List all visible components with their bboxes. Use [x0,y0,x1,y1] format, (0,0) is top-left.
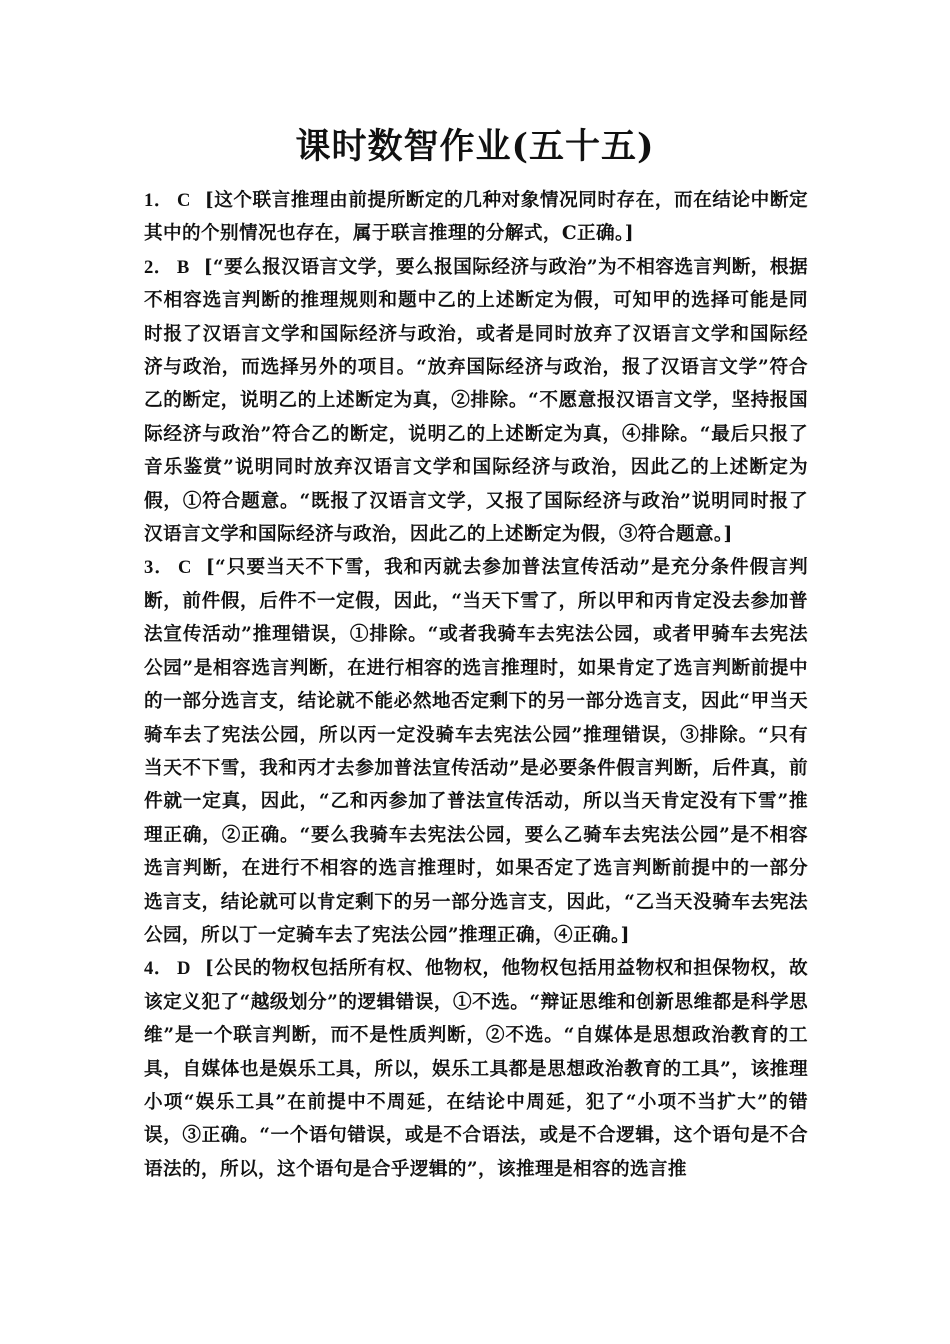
page-title: 课时数智作业(五十五) [295,126,655,167]
item-explanation: [“要么报汉语言文学，要么报国际经济与政治”为不相容选言判断，根据不相容选言判断的推理规则和题中乙的上述断定为假，可知甲的选择可能是同时报了汉语言文学和国际经济与政治，或者是同时放弃了汉语言文学和国际经济与政治，而选择另外的项目。“放弃国际经济与政治，报了汉语言文学”符合乙的断定，说明乙的上述断定为真，②排除。“不愿意报汉语言文学，坚持报国际经济与政治”符合乙的断定，说明乙的上述断定为真，④排除。“最后只报了音乐鉴赏”说明同时放弃汉语言文学和国际经济与政治，因此乙的上述断定为假，①符合题意。“既报了汉语言文学，又报了国际经济与政治”说明同时报了汉语言文学和国际经济与政治，因此乙的上述断定为假，③符合题意。] [144,256,808,546]
item-number: 3． [144,557,175,579]
item-number: 1． [144,190,174,211]
item-explanation: [“只要当天不下雪，我和丙就去参加普法宣传活动”是充分条件假言判断，前件假，后件不一定假，因此，“当天下雪了，所以甲和丙肯定没去参加普法宣传活动”推理错误，①排除。“或者我骑车去宪法公园，或者甲骑车去宪法公园”是相容选言判断，在进行相容的选言推理时，如果肯定了选言判断前提中的一部分选言支，结论就不能必然地否定剩下的另一部分选言支，因此“甲当天骑车去了宪法公园，所以丙一定没骑车去宪法公园”推理错误，③排除。“只有当天不下雪，我和丙才去参加普法宣传活动”是必要条件假言判断，后件真，前件就一定真，因此，“乙和丙参加了普法宣传活动，所以当天肯定没有下雪”推理正确，②正确。“要么我骑车去宪法公园，要么乙骑车去宪法公园”是不相容选言判断，在进行不相容的选言推理时，如果否定了选言判断前提中的一部分选言支，结论就可以肯定剩下的另一部分选言支，因此，“乙当天没骑车去宪法公园，所以丁一定骑车去了宪法公园”推理正确，④正确。] [144,557,808,946]
answer-item-3 [144,551,808,952]
item-number: 2． [144,256,173,278]
item-explanation: [这个联言推理由前提所断定的几种对象情况同时存在，而在结论中断定其中的个别情况也存在，属于联言推理的分解式，C正确。] [144,190,808,245]
answer-item-4 [144,952,808,1186]
answer-list [144,184,808,1186]
answer-item-2 [144,251,808,552]
answer-item-1 [144,184,808,251]
item-answer: B [176,256,190,278]
item-explanation: [公民的物权包括所有权、他物权，他物权包括用益物权和担保物权，故该定义犯了“越级划分”的逻辑错误，①不选。“辩证思维和创新思维都是科学思维”是一个联言判断，而不是性质判断，②不选。“自媒体是思想政治教育的工具，自媒体也是娱乐工具，所以，娱乐工具都是思想政治教育的工具”，该推理小项“娱乐工具”在前提中不周延，在结论中周延，犯了“小项不当扩大”的错误，③正确。“一个语句错误，或是不合语法，或是不合逻辑，这个语句是不合语法的，所以，这个语句是合乎逻辑的”，该推理是相容的选言推 [144,958,808,1180]
item-answer: C [177,190,191,211]
item-answer: C [178,557,192,579]
item-number: 4． [144,958,174,980]
item-answer: D [177,958,191,980]
